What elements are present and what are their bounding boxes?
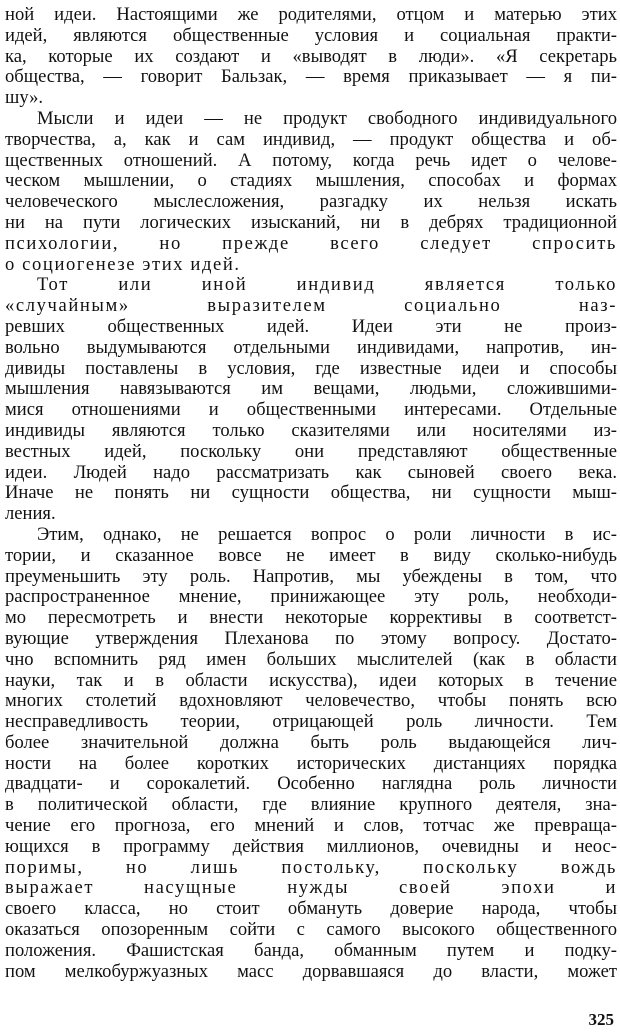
text-line: Мысли и идеи — не продукт свободного индивидуального [37, 108, 617, 129]
text-line: человеческого мыслесложения, разгадку их нельзя искать [5, 192, 617, 213]
text-line: несправедливость теории, отрицающей роль личности. Тем [5, 712, 617, 733]
text-line: психологии, но прежде всего следует спросить [5, 233, 617, 254]
text-line: мышления навязываются им вещами, людьми, сложившими- [5, 379, 617, 400]
text-line: своего класса, но стоит обмануть доверие народа, чтобы [5, 899, 617, 920]
text-line: творчества, а, как и сам индивид, — продукт общества и об- [5, 129, 617, 150]
text-line: щественных отношений. А потому, когда речь идет о челове- [5, 150, 617, 171]
text-line: более значительной должна быть роль выдающейся лич- [5, 732, 617, 753]
text-line: чно вспомнить ряд имен больших мыслителей (как в области [5, 649, 617, 670]
text-line: выражает насущные нужды своей эпохи и [5, 878, 617, 899]
text-line: распространенное мнение, принижающее эту роль, необходи- [5, 587, 617, 608]
text-line: ни на пути логических изысканий, ни в дебрях традиционной [5, 212, 617, 233]
text-line: науки, так и в области искусства), идеи которых в течение [5, 670, 617, 691]
text-line: ческом мышлении, о стадиях мышления, способах и формах [5, 171, 617, 192]
text-line: шу». [5, 88, 44, 109]
text-line: положения. Фашистская банда, обманным путем и подку- [5, 940, 617, 961]
text-line: Тот или иной индивид является только [37, 275, 617, 296]
text-line: чение его прогноза, его мнений и слов, тотчас же превраща- [5, 816, 617, 837]
text-line: поримы, но лишь постольку, поскольку вождь [5, 857, 617, 878]
text-line: общества, — говорит Бальзак, — время приказывает — я пи- [5, 67, 617, 88]
text-line: преуменьшить эту роль. Напротив, мы убеждены в том, что [5, 566, 617, 587]
text-line: мися отношениями и общественными интересами. Отдельные [5, 400, 617, 421]
text-line: ной идеи. Настоящими же родителями, отцом и матерью этих [5, 5, 617, 25]
page-number: 325 [588, 1010, 614, 1029]
text-line: идеи. Людей надо рассматризать как сыновей своего века. [5, 462, 617, 483]
text-line: тории, и сказанное вовсе не имеет в виду сколько-нибудь [5, 545, 617, 566]
text-line: ности на более коротких исторических дистанциях порядка [5, 753, 617, 774]
text-line: мо пересмотреть и внести некоторые коррективы в соответст- [5, 608, 617, 629]
text-line: о социогенезе этих идей. [5, 254, 241, 275]
text-line: вующие утверждения Плеханова по этому вопросу. Достато- [5, 628, 617, 649]
text-line: индивиды являются только сказителями или носителями из- [5, 420, 617, 441]
text-line: ления. [5, 504, 56, 525]
text-line: «случайным» выразителем социально наз- [5, 296, 617, 317]
text-line: дивиды поставлены в условия, где известные идеи и способы [5, 358, 617, 379]
text-line: идей, являются общественные условия и социальная практи- [5, 25, 617, 46]
text-line: двадцати- и сорокалетий. Особенно наглядна роль личности [5, 774, 617, 795]
text-line: ющихся в программу действия миллионов, очевидны и неос- [5, 836, 617, 857]
text-line: Иначе не понять ни сущности общества, ни сущности мыш- [5, 483, 617, 504]
text-line: многих столетий вдохновляют человечество, чтобы понять всю [5, 691, 617, 712]
text-line: вестных идей, поскольку они представляют общественные [5, 441, 617, 462]
body-text [5, 5, 617, 982]
text-line: ка, которые их создают и «выводят в люди». «Я секретарь [5, 46, 617, 67]
text-line: в политической области, где влияние крупного деятеля, зна- [5, 795, 617, 816]
text-line: пом мелкобуржуазных масс дорвавшаяся до власти, может [5, 961, 617, 982]
text-line: ревших общественных идей. Идеи эти не произ- [5, 316, 617, 337]
text-line: оказаться опозоренным сойти с самого высокого общественного [5, 920, 617, 941]
text-line: вольно выдумываются отдельными индивидами, напротив, ин- [5, 337, 617, 358]
text-line: Этим, однако, не решается вопрос о роли личности в ис- [37, 524, 617, 545]
